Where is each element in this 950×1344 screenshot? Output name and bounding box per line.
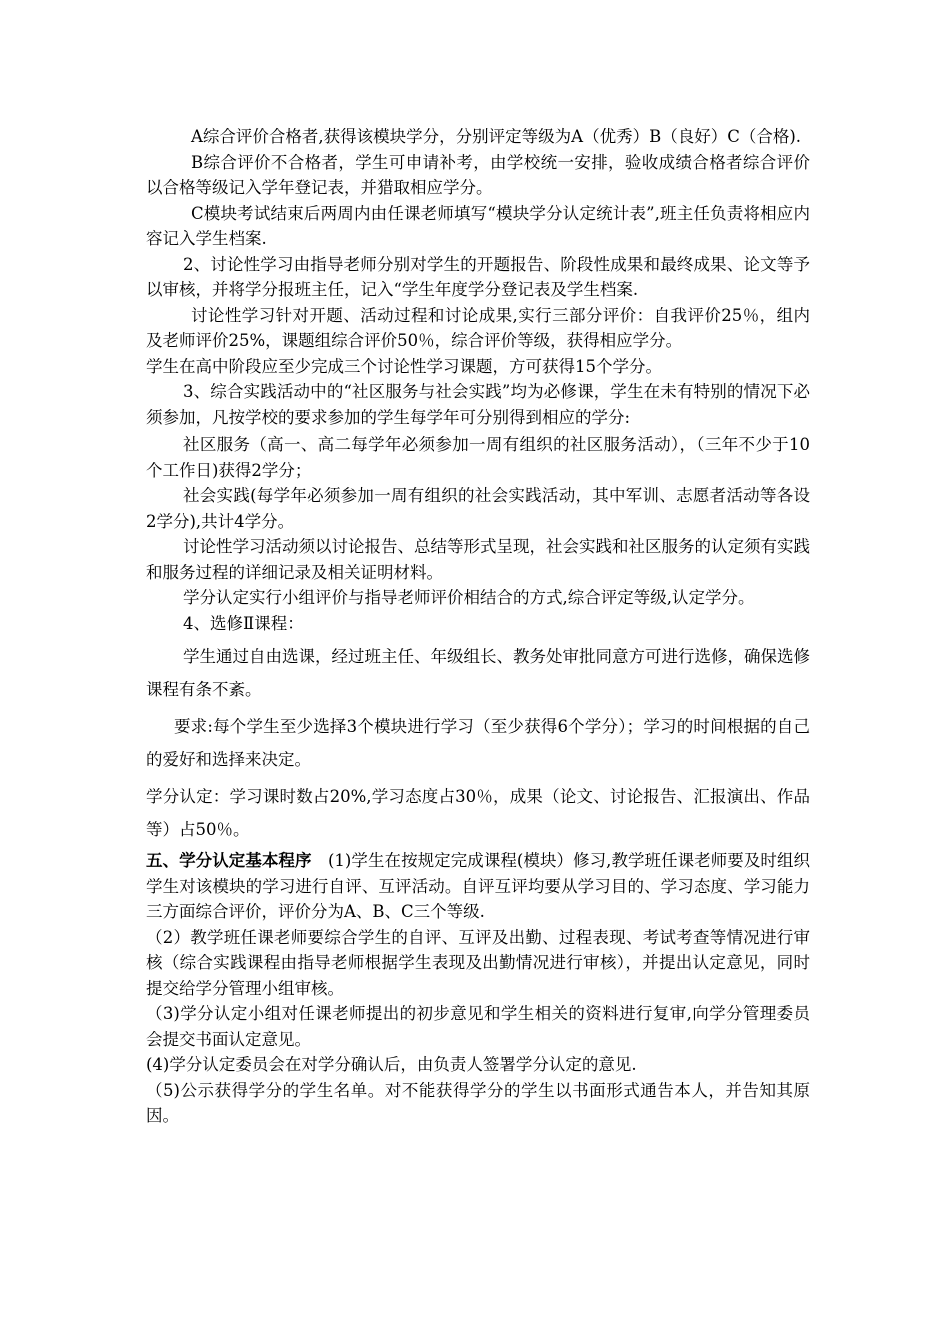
paragraph-elective-selection: 学生通过自由选课，经过班主任、年级组长、教务处审批同意方可进行选修，确保选修课程有条不紊。 (146, 647, 810, 699)
paragraph-social-practice: 社会实践(每学年必须参加一周有组织的社会实践活动，其中军训、志愿者活动等各设2学分),共计4学分。 (146, 486, 810, 531)
procedure-step-1: (1)学生在按规定完成课程(模块）修习,教学班任课老师要及时组织学生对该模块的学习进行自评、互评活动。自评互评均要从学习目的、学习态度、学习能力三方面综合评价，评价分为A、B、C三个等级. (146, 851, 810, 921)
paragraph-community-service: 社区服务（高一、高二每学年必须参加一周有组织的社区服务活动），（三年不少于10个工作日)获得2学分； (146, 435, 810, 480)
paragraph-practice-evidence: 讨论性学习活动须以讨论报告、总结等形式呈现，社会实践和社区服务的认定须有实践和服务过程的详细记录及相关证明材料。 (146, 537, 810, 582)
paragraph-discussion-evaluation: 讨论性学习针对开题、活动过程和讨论成果,实行三部分评价：自我评价25％，组内及老师评价25%，课题组综合评价50％，综合评价等级，获得相应学分。 (146, 305, 810, 350)
procedure-step-4: (4)学分认定委员会在对学分确认后，由负责人签署学分认定的意见. (146, 1055, 637, 1074)
procedure-step-2: （2）教学班任课老师要综合学生的自评、互评及出勤、过程表现、考试考查等情况进行审核（综合实践课程由指导老师根据学生表现及出勤情况进行审核），并提出认定意见，同时提交给学分管理小组审核。 (146, 927, 810, 998)
paragraph-elective-credit: 学分认定：学习课时数占20%,学习态度占30％，成果（论文、讨论报告、汇报演出、作品等）占50％。 (146, 787, 810, 839)
paragraph-credit-method: 学分认定实行小组评价与指导老师评价相结合的方式,综合评定等级,认定学分。 (183, 588, 755, 607)
paragraph-practice-activity: 3、综合实践活动中的“社区服务与社会实践”均为必修课，学生在未有特别的情况下必须参加，凡按学校的要求参加的学生每学年可分别得到相应的学分: (146, 382, 810, 427)
paragraph-elective-heading: 4、选修Ⅱ课程： (183, 613, 304, 633)
paragraph-grade-a: A综合评价合格者,获得该模块学分，分别评定等级为A（优秀）B（良好）C（合格). (191, 127, 802, 146)
paragraph-grade-c: C模块考试结束后两周内由任课老师填写“模块学分认定统计表”,班主任负责将相应内容记入学生档案. (146, 203, 810, 248)
paragraph-grade-b: B综合评价不合格者，学生可申请补考，由学校统一安排，验收成绩合格者综合评价以合格等级记入学年登记表，并猎取相应学分。 (146, 152, 810, 197)
document-body (146, 124, 810, 1129)
paragraph-elective-requirement: 要求:每个学生至少选择3个模块进行学习（至少获得6个学分）；学习的时间根据的自己的爱好和选择来决定。 (146, 717, 810, 769)
section-procedure (146, 848, 810, 925)
procedure-step-5: （5)公示获得学分的学生名单。对不能获得学分的学生以书面形式通告本人，并告知其原因。 (146, 1080, 810, 1125)
procedure-step-3: （3)学分认定小组对任课老师提出的初步意见和学生相关的资料进行复审,向学分管理委员会提交书面认定意见。 (146, 1004, 810, 1049)
section-spacer (312, 851, 329, 870)
paragraph-discussion-study: 2、讨论性学习由指导老师分别对学生的开题报告、阶段性成果和最终成果、论文等予以审核，并将学分报班主任，记入“学生年度学分登记表及学生档案. (146, 254, 810, 299)
section-heading: 五、学分认定基本程序 (146, 851, 312, 870)
paragraph-discussion-credits: 学生在高中阶段应至少完成三个讨论性学习课题，方可获得15个学分。 (146, 356, 662, 376)
